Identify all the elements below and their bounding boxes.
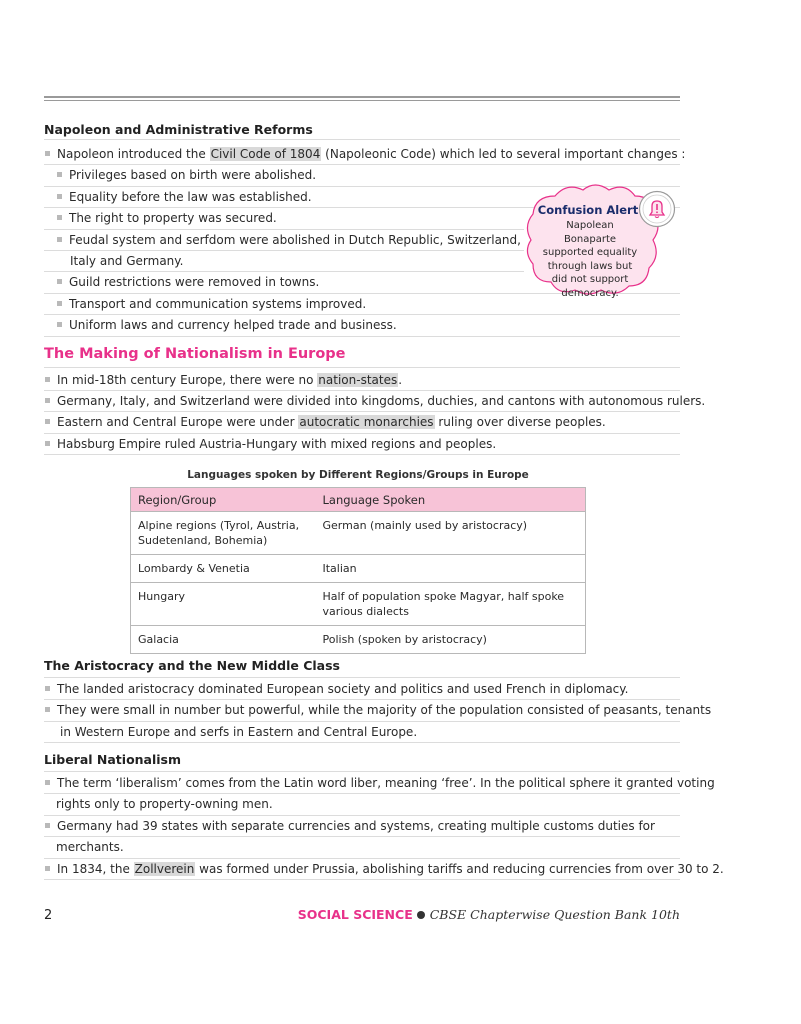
bullet-icon [45, 823, 50, 828]
list-item: The landed aristocracy dominated European society and politics and used French in diplomacy. [44, 679, 680, 700]
section-heading-nationalism: The Making of Nationalism in Europe [44, 346, 346, 362]
table-row [131, 512, 586, 555]
list-item: Equality before the law was established. [44, 187, 680, 208]
section-heading-aristocracy: The Aristocracy and the New Middle Class [44, 658, 340, 673]
list-item: In 1834, the Zollverein was formed under Prussia, abolishing tariffs and reducing currencies from over 30 to 2. [44, 859, 680, 880]
list-item: Uniform laws and currency helped trade and business. [44, 315, 680, 336]
heading-underline [44, 659, 680, 678]
list-item: Germany had 39 states with separate currencies and systems, creating multiple customs duties for [44, 816, 680, 837]
list-item: Germany, Italy, and Switzerland were divided into kingdoms, duchies, and cantons with autonomous rulers. [44, 391, 680, 412]
highlighted-term: Civil Code of 1804 [210, 147, 321, 161]
heading-underline [44, 753, 680, 772]
table-cell: Alpine regions (Tyrol, Austria, Sudetenland, Bohemia) [131, 512, 316, 555]
bullet-icon [45, 686, 50, 691]
table-cell: Italian [316, 555, 586, 583]
table-cell: Polish (spoken by aristocracy) [316, 626, 586, 654]
table-row [131, 555, 586, 583]
bullet-icon [57, 237, 62, 242]
table-row [131, 583, 586, 626]
list-item-continuation: in Western Europe and serfs in Eastern and Central Europe. [44, 722, 680, 743]
table-cell: Half of population spoke Magyar, half spoke various dialects [316, 583, 586, 626]
table-header-cell: Language Spoken [316, 488, 586, 512]
bullet-icon [45, 707, 50, 712]
list-item: Privileges based on birth were abolished. [44, 165, 680, 186]
bullet-icon [57, 322, 62, 327]
highlighted-term: nation-states [318, 372, 398, 387]
bullet-icon [57, 215, 62, 220]
bullet-icon [57, 279, 62, 284]
languages-table [130, 487, 586, 654]
list-item-continuation: Italy and Germany. [44, 251, 524, 272]
footer-subject: SOCIAL SCIENCE [297, 907, 413, 922]
table-cell: Hungary [131, 583, 316, 626]
section-heading-napoleon: Napoleon and Administrative Reforms [44, 122, 313, 137]
list-item: Napoleon introduced the Civil Code of 1804 (Napoleonic Code) which led to several important changes : [44, 144, 680, 165]
heading-underline [44, 122, 680, 140]
table-cell: German (mainly used by aristocracy) [316, 512, 586, 555]
table-row [131, 626, 586, 654]
table-cell: Galacia [131, 626, 316, 654]
callout-title: Confusion Alert [537, 203, 639, 217]
heading-underline [44, 348, 680, 368]
table-caption: Languages spoken by Different Regions/Groups in Europe [187, 469, 529, 481]
bullet-icon [45, 151, 50, 156]
list-item-continuation: rights only to property-owning men. [44, 794, 680, 815]
bullet-icon [57, 172, 62, 177]
bullet-icon [45, 780, 50, 785]
bullet-icon [45, 866, 50, 871]
page-number: 2 [44, 908, 53, 923]
callout-text: Napolean Bonaparte supported equality through laws but did not support democracy. [542, 220, 638, 299]
section-heading-liberal: Liberal Nationalism [44, 752, 182, 767]
alert-bell-icon [638, 190, 676, 228]
list-item: Feudal system and serfdom were abolished in Dutch Republic, Switzerland, [44, 230, 524, 251]
bullet-icon [45, 419, 50, 424]
bullet-icon [57, 301, 62, 306]
top-rule [44, 96, 680, 101]
list-item-continuation: merchants. [44, 837, 680, 858]
bullet-dot-icon [417, 911, 425, 919]
table-cell: Lombardy & Venetia [131, 555, 316, 583]
list-item: The term ‘liberalism’ comes from the Latin word liber, meaning ‘free’. In the political sphere it granted voting [44, 773, 680, 794]
bullet-icon [45, 441, 50, 446]
highlighted-term: Zollverein [134, 861, 195, 876]
footer-book-title: CBSE Chapterwise Question Bank 10th [429, 907, 680, 922]
bullet-icon [45, 398, 50, 403]
list-item: Transport and communication systems improved. [44, 294, 680, 315]
list-item: In mid-18th century Europe, there were no nation-states. [44, 370, 680, 391]
table-header-cell: Region/Group [131, 488, 316, 512]
table-header-row [131, 488, 586, 512]
list-item: The right to property was secured. [44, 208, 524, 229]
list-item: Guild restrictions were removed in towns. [44, 272, 680, 293]
list-item: Habsburg Empire ruled Austria-Hungary with mixed regions and peoples. [44, 434, 680, 455]
list-item: They were small in number but powerful, while the majority of the population consisted of peasants, tenants [44, 700, 680, 721]
bullet-icon [45, 377, 50, 382]
bullet-icon [57, 194, 62, 199]
footer-running-title [298, 907, 680, 922]
list-item: Eastern and Central Europe were under autocratic monarchies ruling over diverse peoples. [44, 412, 680, 433]
highlighted-term: autocratic monarchies [299, 415, 434, 430]
